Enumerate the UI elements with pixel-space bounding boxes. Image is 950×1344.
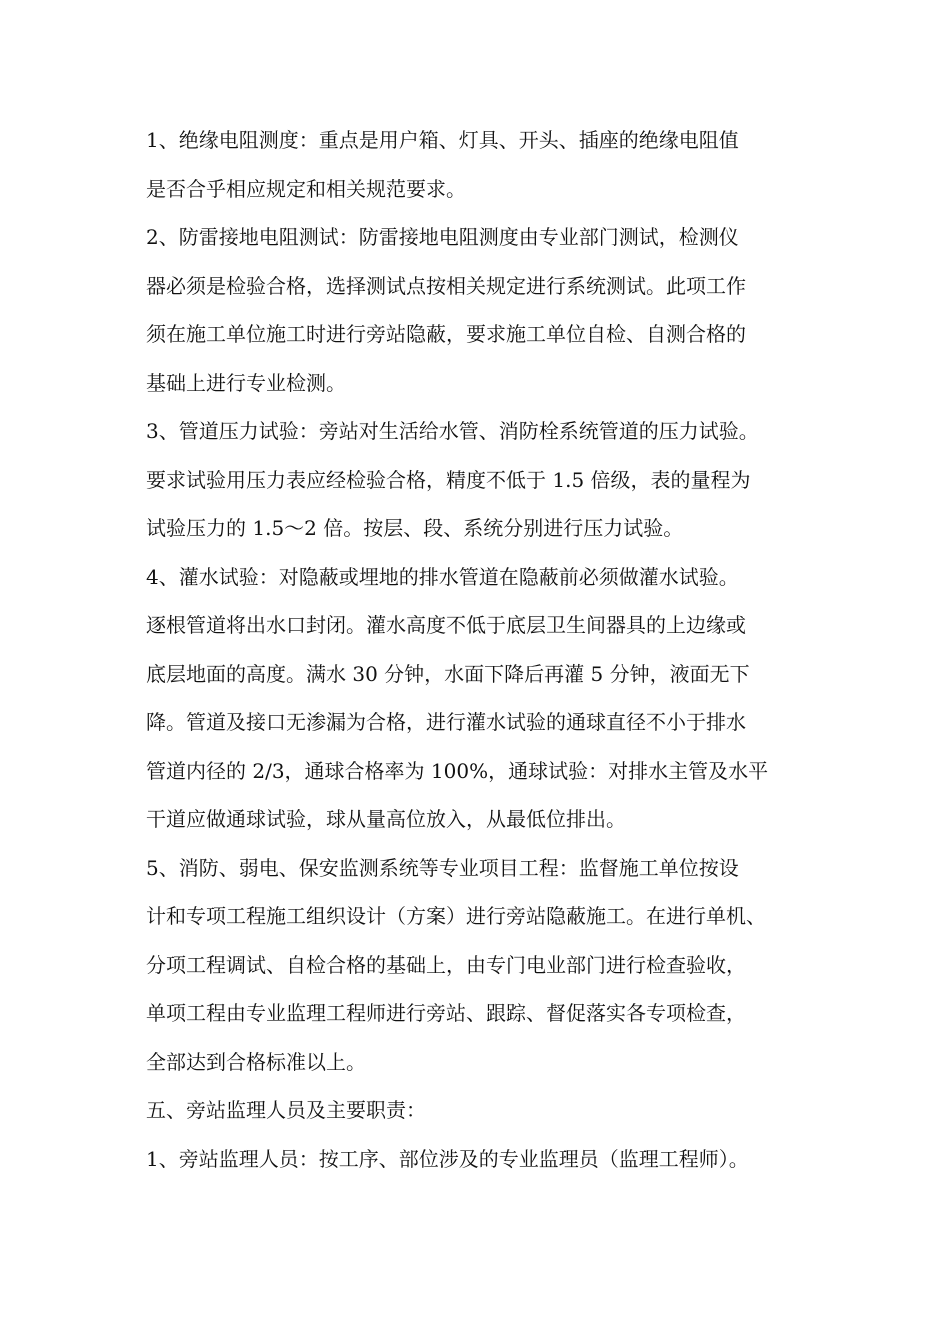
text-line: 要求试验用压力表应经检验合格，精度不低于 1.5 倍级，表的量程为	[146, 467, 751, 492]
text-line: 计和专项工程施工组织设计（方案）进行旁站隐蔽施工。在进行单机、	[146, 904, 766, 928]
text-line: 试验压力的 1.5～2 倍。按层、段、系统分别进行压力试验。	[146, 516, 684, 540]
text-line: 2、防雷接地电阻测试：防雷接地电阻测度由专业部门测试，检测仪	[146, 225, 739, 249]
text-line: 1、旁站监理人员：按工序、部位涉及的专业监理员（监理工程师）。	[146, 1146, 749, 1171]
text-line: 5、消防、弱电、保安监测系统等专业项目工程：监督施工单位按设	[146, 855, 739, 880]
text-line: 4、灌水试验：对隐蔽或埋地的排水管道在隐蔽前必须做灌水试验。	[146, 564, 739, 589]
text-line: 须在施工单位施工时进行旁站隐蔽，要求施工单位自检、自测合格的	[146, 322, 746, 346]
text-line: 3、管道压力试验：旁站对生活给水管、消防栓系统管道的压力试验。	[146, 419, 759, 443]
text-line: 全部达到合格标准以上。	[146, 1049, 366, 1074]
text-line: 底层地面的高度。满水 30 分钟，水面下降后再灌 5 分钟，液面无下	[146, 661, 750, 686]
text-line: 分项工程调试、自检合格的基础上，由专门电业部门进行检查验收，	[146, 952, 746, 977]
document-body	[146, 116, 808, 1183]
text-line: 逐根管道将出水口封闭。灌水高度不低于底层卫生间器具的上边缘或	[146, 613, 746, 637]
text-line: 干道应做通球试验，球从量高位放入，从最低位排出。	[146, 807, 626, 831]
text-line: 是否合乎相应规定和相关规范要求。	[146, 176, 466, 201]
section-heading: 五、旁站监理人员及主要职责：	[146, 1098, 426, 1122]
text-line: 基础上进行专业检测。	[146, 370, 346, 395]
text-line: 1、绝缘电阻测度：重点是用户箱、灯具、开头、插座的绝缘电阻值	[146, 128, 739, 152]
text-line: 单项工程由专业监理工程师进行旁站、跟踪、督促落实各专项检查，	[146, 1001, 746, 1025]
text-line: 降。管道及接口无渗漏为合格，进行灌水试验的通球直径不小于排水	[146, 710, 746, 734]
text-line: 管道内径的 2/3，通球合格率为 100%，通球试验：对排水主管及水平	[146, 758, 769, 783]
text-line: 器必须是检验合格，选择测试点按相关规定进行系统测试。此项工作	[146, 273, 746, 298]
